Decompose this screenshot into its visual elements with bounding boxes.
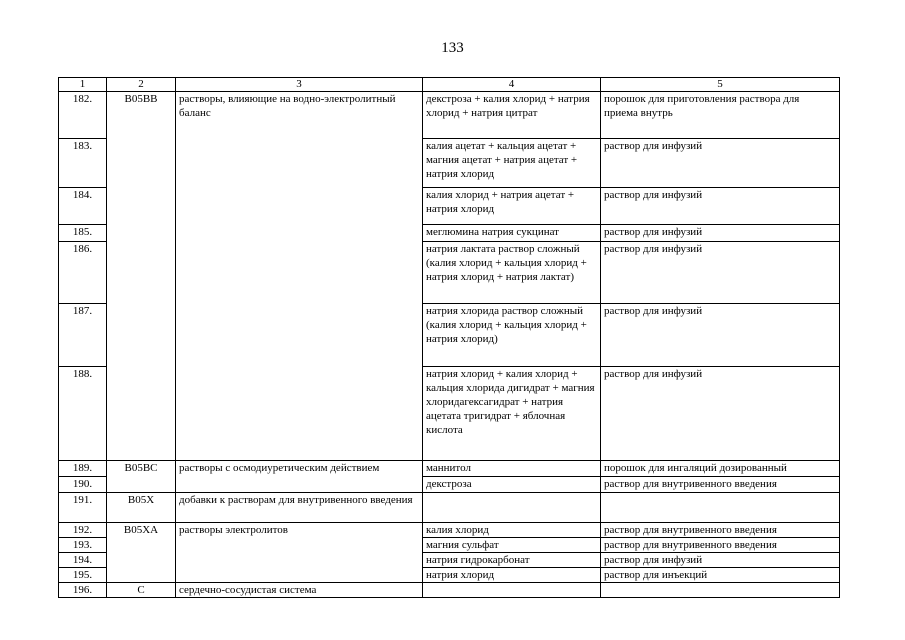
- dosage-form: [601, 493, 840, 523]
- group-name: добавки к растворам для внутривенного введения: [176, 493, 423, 523]
- dosage-form: раствор для инфузий: [601, 242, 840, 304]
- row-number: 191.: [59, 493, 107, 523]
- row-number: 195.: [59, 568, 107, 583]
- dosage-form: раствор для инфузий: [601, 188, 840, 225]
- table-row: [59, 493, 840, 523]
- dosage-form: раствор для инфузий: [601, 553, 840, 568]
- dosage-form: [601, 583, 840, 598]
- drug-name: натрия хлорид: [423, 568, 601, 583]
- dosage-form: раствор для инфузий: [601, 139, 840, 188]
- atc-code: C: [107, 583, 176, 598]
- drug-name: маннитол: [423, 461, 601, 477]
- row-number: 189.: [59, 461, 107, 477]
- table-row: [59, 583, 840, 598]
- row-number: 190.: [59, 477, 107, 493]
- row-number: 184.: [59, 188, 107, 225]
- drug-table: [58, 77, 840, 598]
- row-number: 194.: [59, 553, 107, 568]
- table-row: [59, 461, 840, 477]
- atc-code: B05BB: [107, 92, 176, 461]
- drug-name: меглюмина натрия сукцинат: [423, 225, 601, 242]
- dosage-form: порошок для ингаляций дозированный: [601, 461, 840, 477]
- atc-code: B05XA: [107, 523, 176, 583]
- dosage-form: порошок для приготовления раствора для приема внутрь: [601, 92, 840, 139]
- drug-name: [423, 583, 601, 598]
- row-number: 187.: [59, 304, 107, 367]
- dosage-form: раствор для инфузий: [601, 367, 840, 461]
- drug-name: [423, 493, 601, 523]
- row-number: 192.: [59, 523, 107, 538]
- group-name: сердечно-сосудистая система: [176, 583, 423, 598]
- drug-name: натрия лактата раствор сложный (калия хлорид + кальция хлорид + натрия хлорид + натрия лактат): [423, 242, 601, 304]
- dosage-form: раствор для внутривенного введения: [601, 523, 840, 538]
- row-number: 196.: [59, 583, 107, 598]
- drug-name: калия хлорид: [423, 523, 601, 538]
- group-name: растворы электролитов: [176, 523, 423, 583]
- row-number: 182.: [59, 92, 107, 139]
- drug-name: натрия хлорид + калия хлорид + кальция хлорида дигидрат + магния хлоридагексагидрат + натрия ацетата тригидрат + яблочная кислота: [423, 367, 601, 461]
- drug-name: декстроза + калия хлорид + натрия хлорид + натрия цитрат: [423, 92, 601, 139]
- table-row: [59, 523, 840, 538]
- table-row: [59, 92, 840, 139]
- dosage-form: раствор для инфузий: [601, 304, 840, 367]
- drug-name: калия хлорид + натрия ацетат + натрия хлорид: [423, 188, 601, 225]
- drug-name: натрия хлорида раствор сложный (калия хлорид + кальция хлорид + натрия хлорид): [423, 304, 601, 367]
- row-number: 193.: [59, 538, 107, 553]
- drug-name: натрия гидрокарбонат: [423, 553, 601, 568]
- page-number: 133: [441, 40, 464, 56]
- drug-name: магния сульфат: [423, 538, 601, 553]
- dosage-form: раствор для инъекций: [601, 568, 840, 583]
- column-header: 3: [176, 78, 423, 92]
- atc-code: B05BC: [107, 461, 176, 493]
- dosage-form: раствор для внутривенного введения: [601, 477, 840, 493]
- group-name: растворы с осмодиуретическим действием: [176, 461, 423, 493]
- atc-code: B05X: [107, 493, 176, 523]
- column-header: 2: [107, 78, 176, 92]
- column-header: 4: [423, 78, 601, 92]
- column-header: 1: [59, 78, 107, 92]
- row-number: 185.: [59, 225, 107, 242]
- row-number: 186.: [59, 242, 107, 304]
- dosage-form: раствор для внутривенного введения: [601, 538, 840, 553]
- row-number: 183.: [59, 139, 107, 188]
- row-number: 188.: [59, 367, 107, 461]
- group-name: растворы, влияющие на водно-электролитный баланс: [176, 92, 423, 461]
- column-header: 5: [601, 78, 840, 92]
- drug-name: декстроза: [423, 477, 601, 493]
- drug-name: калия ацетат + кальция ацетат + магния ацетат + натрия ацетат + натрия хлорид: [423, 139, 601, 188]
- dosage-form: раствор для инфузий: [601, 225, 840, 242]
- table-header-row: [59, 78, 840, 92]
